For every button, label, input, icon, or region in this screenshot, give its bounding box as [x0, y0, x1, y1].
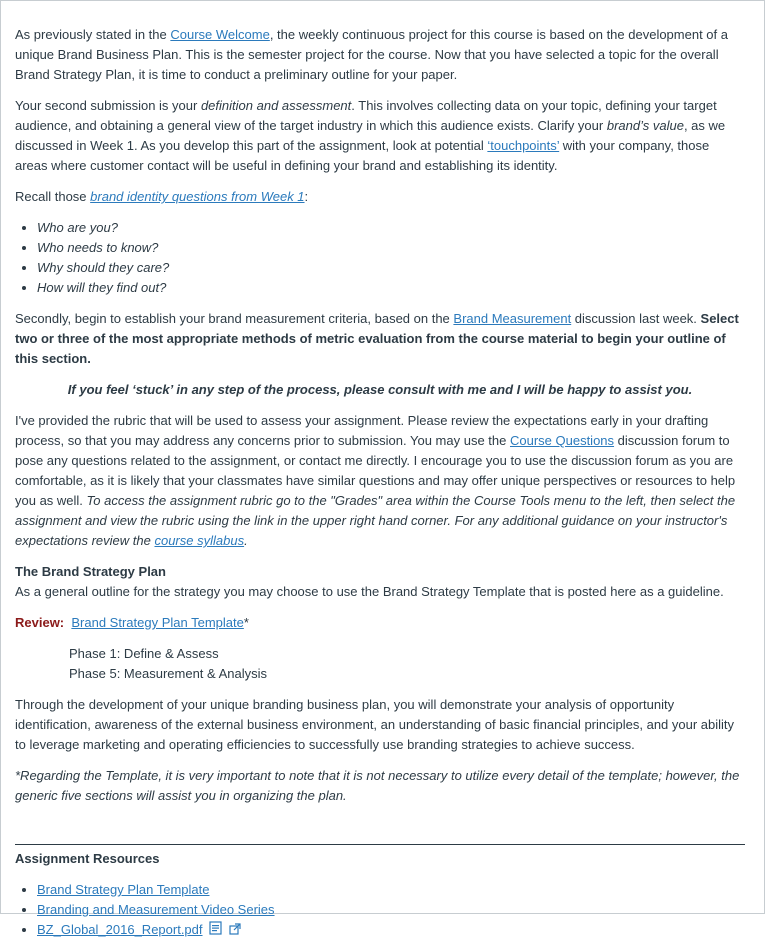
list-item: • Who are you?: [37, 218, 745, 238]
resource-template-link[interactable]: Brand Strategy Plan Template: [37, 882, 210, 897]
phases-block: [15, 644, 745, 684]
list-item: [37, 900, 745, 920]
section-divider: [15, 844, 745, 845]
strategy-heading: The Brand Strategy Plan: [15, 564, 166, 579]
resource-video-series-link[interactable]: Branding and Measurement Video Series: [37, 902, 275, 917]
brand-identity-questions-link[interactable]: brand identity questions from Week 1: [90, 189, 305, 204]
recall-paragraph: Recall those brand identity questions from Week 1:: [15, 189, 309, 204]
strategy-section: [15, 562, 745, 602]
list-item: • How will they find out?: [37, 278, 745, 298]
second-submission-paragraph: Your second submission is your definition and assessment. This involves collecting data on your topic, defining your target audience, and obtaining a general view of the target industry in which this audience exists. Clarify your brand’s value, as we discussed in Week 1. As you develop this part of the assignment, look at potential ‘touchpoints’ with your company, those areas where customer contact will be useful in defining your brand and establishing its identity.: [15, 98, 726, 173]
course-questions-link[interactable]: Course Questions: [509, 433, 615, 448]
brand-strategy-template-link[interactable]: Brand Strategy Plan Template: [71, 615, 244, 630]
course-welcome-link[interactable]: Course Welcome: [170, 27, 270, 42]
phase-item: Phase 5: Measurement & Analysis: [69, 666, 267, 681]
list-item: [37, 920, 745, 941]
strategy-text: As a general outline for the strategy you may choose to use the Brand Strategy Template that is posted here as a guideline.: [15, 584, 724, 599]
resource-report-link[interactable]: BZ_Global_2016_Report.pdf: [37, 922, 203, 937]
brand-measurement-link[interactable]: Brand Measurement: [453, 311, 572, 326]
list-item: [37, 880, 745, 900]
course-syllabus-link[interactable]: course syllabus: [154, 533, 245, 548]
template-note: *Regarding the Template, it is very important to note that it is not necessary to utilize every detail of the template; however, the generic five sections will assist you in organizing the plan.: [15, 768, 740, 803]
review-label: Review:: [15, 615, 65, 630]
assignment-description: [15, 25, 745, 952]
touchpoints-link[interactable]: ‘touchpoints’: [487, 138, 560, 153]
resources-heading: Assignment Resources: [15, 851, 160, 866]
external-link-icon[interactable]: [229, 921, 241, 941]
document-preview-icon[interactable]: [209, 921, 222, 941]
secondly-paragraph: Secondly, begin to establish your brand measurement criteria, based on the Brand Measurement discussion last week. Select two or three of the most appropriate methods of metric evaluation from the course material to begin your outline of this section.: [15, 311, 739, 366]
resources-list: [15, 880, 745, 941]
list-item: • Why should they care?: [37, 258, 745, 278]
phase-item: Phase 1: Define & Assess: [69, 646, 219, 661]
review-line: Review: Brand Strategy Plan Template*: [15, 615, 249, 630]
list-item: • Who needs to know?: [37, 238, 745, 258]
questions-list: [15, 218, 745, 298]
stuck-note: If you feel ‘stuck’ in any step of the process, please consult with me and I will be happy to assist you.: [67, 382, 693, 397]
rubric-paragraph: I've provided the rubric that will be used to assess your assignment. Please review the expectations early in your drafting process, so that you may address any concerns prior to submission. You may use the Course Questions discussion forum to pose any questions related to the assignment, or contact me directly. I encourage you to use the discussion forum as you are comfortable, as it is likely that your classmates have similar questions and may offer unique perspectives or resources to help you as well. To access the assignment rubric go to the "Grades" area within the Course Tools menu to the left, then select the assignment and view the rubric using the link in the upper right hand corner. For any additional guidance on your instructor's expectations review the course syllabus.: [15, 413, 736, 548]
intro-paragraph: As previously stated in the Course Welcome, the weekly continuous project for this course is based on the development of a unique Brand Business Plan. This is the semester project for the course. Now that you have selected a topic for the overall Brand Strategy Plan, it is time to conduct a preliminary outline for your paper.: [15, 27, 728, 82]
through-paragraph: Through the development of your unique branding business plan, you will demonstrate your analysis of opportunity identification, awareness of the external business environment, an understanding of basic financial principles, and your ability to leverage marketing and operating efficiencies to successfully use branding strategies to achieve success.: [15, 697, 735, 752]
